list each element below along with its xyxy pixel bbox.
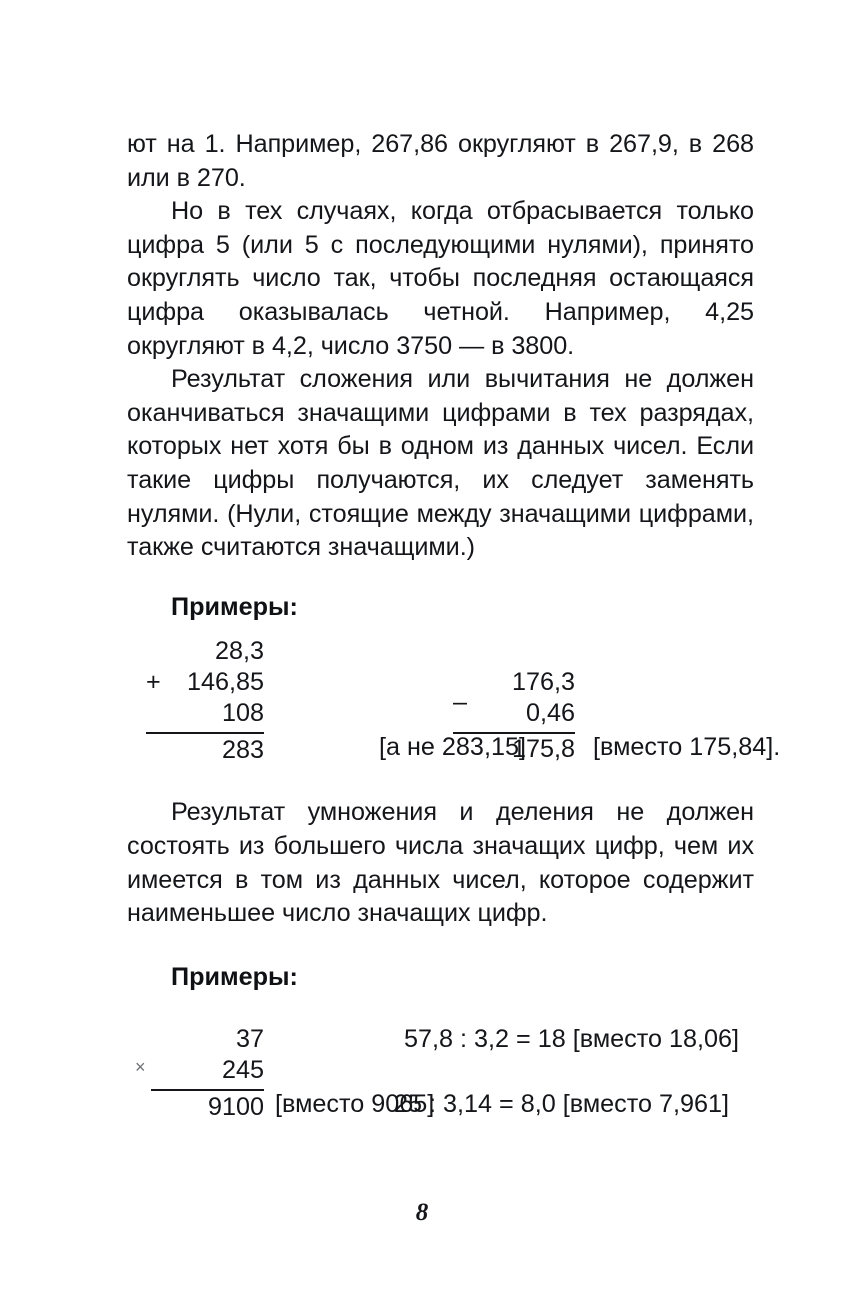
subtraction-operand-1: 176,3 [511, 668, 575, 697]
spacer-after-examples-2 [127, 994, 754, 1024]
addition-column-layout [146, 636, 264, 766]
addition-operator-sign: + [146, 668, 161, 697]
subtraction-operator-sign: – [453, 688, 468, 717]
paragraph-even-digit-rule: Но в тех случаях, когда отбрасывается только цифра 5 (или 5 с последующими нулями), принято округлять число так, чтобы последняя остающаяся цифра оказывалась четной. Например, 4,25 округляют в 4,2, число 3750 — в 3800. [127, 197, 754, 360]
text-column [127, 128, 781, 1129]
division-expression-2: 25 : 3,14 = 8,0 [вместо 7,961] [394, 1090, 730, 1119]
division-expression-1: 57,8 : 3,2 = 18 [вместо 18,06] [404, 1025, 740, 1054]
addition-horizontal-rule [146, 732, 264, 734]
spacer-before-multiplication-paragraph [127, 769, 754, 796]
addition-operand-2: 146,85 [186, 668, 264, 697]
examples-block-addition-subtraction [127, 636, 781, 769]
multiplication-horizontal-rule [151, 1089, 264, 1091]
multiplication-operand-2: 245 [221, 1056, 264, 1085]
multiplication-result: 9100 [207, 1093, 264, 1122]
addition-annotation: [а не 283,15] [379, 733, 526, 762]
page-number: 8 [415, 1199, 429, 1226]
subtraction-operand-2: 0,46 [525, 699, 575, 728]
examples-heading-1: Примеры: [171, 592, 298, 621]
spacer-before-examples-1 [127, 565, 754, 591]
subtraction-column-layout [453, 667, 575, 765]
spacer-after-examples-1 [127, 624, 754, 636]
multiplication-column-layout [135, 1024, 264, 1123]
paragraph-multiplication-division-rule: Результат умножения и деления не должен состоять из большего числа значащих цифр, чем их имеется в том из данных чисел, которое содержит наименьшее число значащих цифр. [127, 798, 754, 928]
subtraction-result: 175,8 [511, 735, 575, 764]
multiplication-operator-sign: × [135, 1057, 146, 1078]
examples-heading-2: Примеры: [171, 962, 298, 991]
multiplication-operand-1: 37 [235, 1025, 264, 1054]
subtraction-annotation: [вместо 175,84]. [593, 733, 781, 762]
spacer-before-examples-2 [127, 931, 754, 961]
paragraph-rounding-continuation: ют на 1. Например, 267,86 округляют в 267,9, в 268 или в 270. [127, 130, 754, 192]
addition-result: 283 [221, 736, 264, 765]
paragraph-addition-subtraction-rule: Результат сложения или вычитания не должен оканчиваться значащими цифрами в тех разрядах, которых нет хотя бы в одном из данных чисел. Если такие цифры получаются, их следует заменять нулями. (Нули, стоящие между значащими цифрами, также считаются значащими.) [127, 365, 754, 562]
addition-operand-1: 28,3 [214, 637, 264, 666]
multiplication-annotation: [вместо 9065] [275, 1090, 435, 1119]
addition-operand-3: 108 [221, 699, 264, 728]
examples-block-multiplication-division [127, 1024, 754, 1129]
